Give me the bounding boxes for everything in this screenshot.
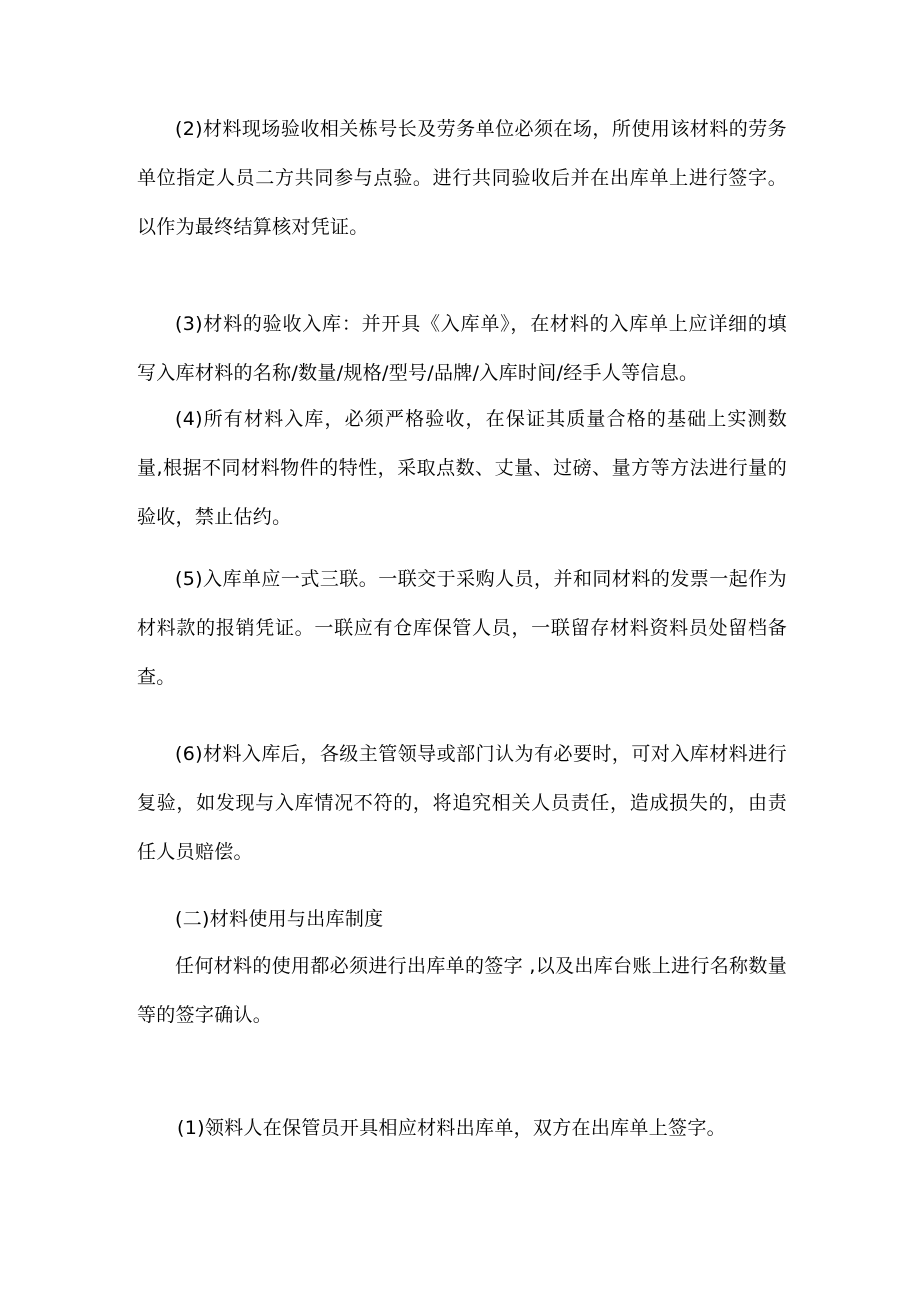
paragraph-outbound-signing: 任何材料的使用都必须进行出库单的签字 ,以及出库台账上进行名称数量等的签字确认。 (137, 955, 787, 1026)
paragraph-warehouse-entry: (3)材料的验收入库：并开具《入库单》，在材料的入库单上应详细的填写入库材料的名称/数量/规格/型号/品牌/入库时间/经手人等信息。 (137, 313, 787, 384)
paragraph-strict-inspection: (4)所有材料入库，必须严格验收，在保证其质量合格的基础上实测数量,根据不同材料物件的特性，采取点数、丈量、过磅、量方等方法进行量的验收，禁止估约。 (137, 408, 787, 528)
paragraph-acceptance-onsite: (2)材料现场验收相关栋号长及劳务单位必须在场，所使用该材料的劳务单位指定人员二方共同参与点验。进行共同验收后并在出库单上进行签字。以作为最终结算核对凭证。 (137, 118, 787, 238)
paragraph-requisition: (1)领料人在保管员开具相应材料出库单，双方在出库单上签字。 (177, 1117, 726, 1139)
paragraph-reinspection: (6)材料入库后，各级主管领导或部门认为有必要时，可对入库材料进行复验，如发现与入库情况不符的，将追究相关人员责任，造成损失的，由责任人员赔偿。 (137, 743, 787, 863)
section-heading-usage-outbound: (二)材料使用与出库制度 (175, 908, 384, 930)
paragraph-triplicate-receipt: (5)入库单应一式三联。一联交于采购人员，并和同材料的发票一起作为材料款的报销凭证。一联应有仓库保管人员，一联留存材料资料员处留档备查。 (137, 568, 787, 688)
